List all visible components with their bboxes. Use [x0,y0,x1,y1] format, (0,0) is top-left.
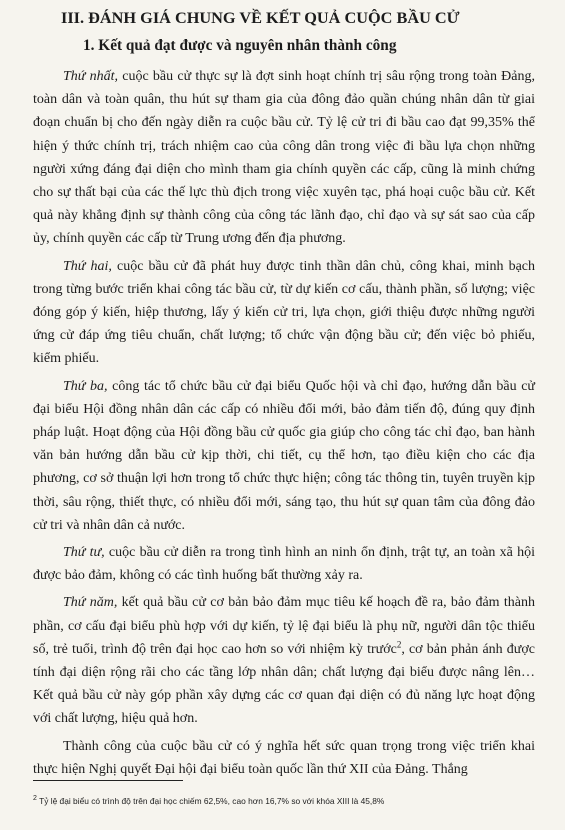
paragraph-text: cuộc bầu cử đã phát huy được tinh thần dân chủ, công khai, minh bạch trong từng bước triển khai công tác bầu cử, từ dự kiến cơ cấu, thành phần, số lượng; việc đóng góp ý kiến, hiệp thương, lấy ý kiến cử tri, lựa chọn, giới thiệu được những người ứng cử đáp ứng tiêu chuẩn, chất lượng; tổ chức vận động bầu cử; đến việc bỏ phiếu, kiểm phiếu. [33,258,535,367]
footnote-text: Tỷ lệ đại biểu có trình độ trên đại học chiếm 62,5%, cao hơn 16,7% so với khóa XIII là 45,8% [36,795,385,806]
subsection-title: 1. Kết quả đạt được và nguyên nhân thành công [83,37,397,54]
paragraph-text-continued: , cơ bản phản ánh được tính đại diện rộng rãi cho các tầng lớp nhân dân; chất lượng đại biểu được nâng lên… Kết quả bầu cử này góp phần xây dựng các cơ quan đại diện có đủ năng lực hoạt động với chất lượng, hiệu quả hơn. [33,641,535,727]
paragraph-text: cuộc bầu cử diễn ra trong tình hình an ninh ổn định, trật tự, an toàn xã hội được bảo đảm, không có các tình huống bất thường xảy ra. [33,545,535,584]
paragraph-lead: Thứ nhất, [63,69,119,84]
footnote-reference[interactable]: 2 [396,639,402,650]
footnote-divider [33,780,183,781]
paragraph-text: Thành công của cuộc bầu cử có ý nghĩa hết sức quan trọng trong việc triển khai thực hiện Nghị quyết Đại hội đại biểu toàn quốc lần thứ XII của Đảng. Thắng [33,738,535,777]
paragraph-text: cuộc bầu cử thực sự là đợt sinh hoạt chính trị sâu rộng trong toàn Đảng, toàn dân và toàn quân, thu hút sự tham gia của đông đảo quần chúng nhân dân từ giai đoạn chuẩn bị cho đến ngày diễn ra cuộc bầu cử. Tỷ lệ cử tri đi bầu cao đạt 99,35% thể hiện ý thức chính trị, trách nhiệm cao của công dân trong việc đi bầu lựa chọn những người xứng đáng đại diện cho mình tham gia chính quyền các cấp, cũng là minh chứng cho sự thất bại của các thế lực thù địch trong việc xuyên tạc, phá hoại cuộc bầu cử. Kết quả này khẳng định sự thành công của công tác lãnh đạo, chỉ đạo và sự sát sao của cấp ủy, chính quyền các cấp từ Trung ương đến địa phương. [33,69,536,247]
paragraph-fifth [33,591,535,730]
footnote [33,793,543,807]
paragraph-third [33,375,535,537]
paragraph-fourth [33,541,535,587]
paragraph-lead: Thứ ba, [63,378,108,394]
footnote-number: 2 [33,795,37,802]
paragraph-text: kết quả bầu cử cơ bản bảo đảm mục tiêu kế hoạch đề ra, bảo đảm thành phần, cơ cấu đại biểu phù hợp với dự kiến, tỷ lệ đại biểu là phụ nữ, người dân tộc thiểu số, trẻ tuổi, trình độ trên đại học cao hơn so với nhiệm kỳ trước [33,595,535,657]
paragraph-lead: Thứ năm, [63,595,118,611]
section-title: III. ĐÁNH GIÁ CHUNG VỀ KẾT QUẢ CUỘC BẦU CỬ [61,8,460,27]
paragraph-second [33,255,535,371]
paragraph-lead: Thứ tư, [63,545,105,561]
paragraph-sixth [33,735,535,781]
paragraph-lead: Thứ hai, [63,258,112,274]
paragraph-text: công tác tổ chức bầu cử đại biểu Quốc hội và chỉ đạo, hướng dẫn bầu cử đại biểu Hội đồng nhân dân các cấp có nhiều đổi mới, bảo đảm tiến độ, đúng quy định pháp luật. Hoạt động của Hội đồng bầu cử quốc gia giúp cho công tác chỉ đạo, ban hành văn bản hướng dẫn bầu cử kịp thời, chi tiết, cụ thể hơn, tạo điều kiện cho các địa phương, cơ sở thuận lợi hơn trong tổ chức thực hiện; công tác thông tin, tuyên truyền kịp thời, sâu rộng, thiết thực, có nhiều đổi mới, sáng tạo, thu hút sự quan tâm của đông đảo cử tri và nhân dân cả nước. [33,378,536,533]
paragraph-first [33,65,535,251]
